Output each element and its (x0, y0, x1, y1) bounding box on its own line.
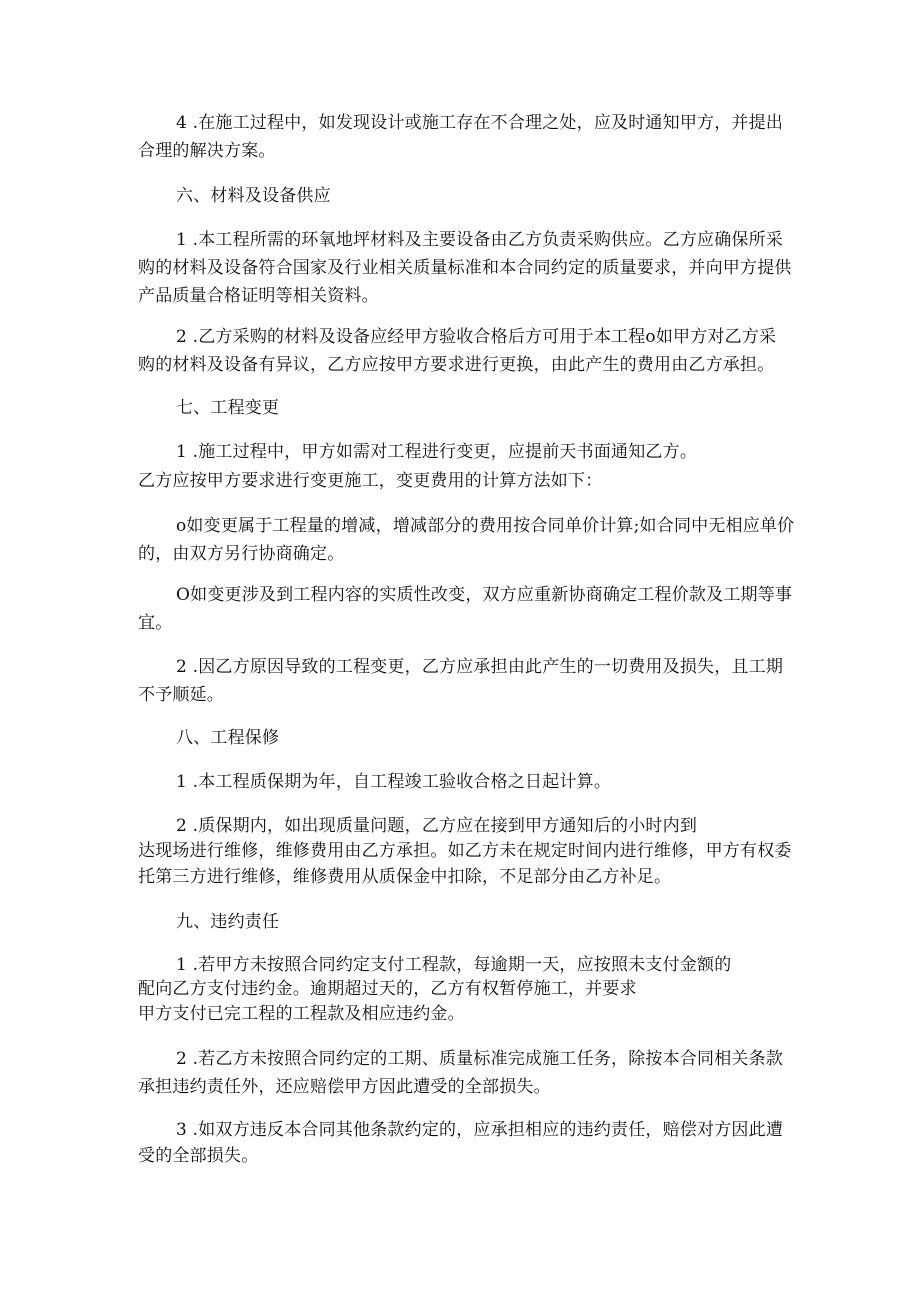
clause-liability-2-line-2: 承担违约责任外，还应赔偿甲方因此遭受的全部损失。 (138, 1077, 551, 1097)
clause-6-4-line-2: 合理的解决方案。 (138, 141, 276, 161)
clause-changes-bullet-2-line-1: O如变更涉及到工程内容的实质性改变，双方应重新协商确定工程价款及工期等事 (176, 585, 793, 605)
section-heading-liability: 九、违约责任 (176, 912, 280, 932)
clause-changes-1-line-1: 1 .施工过程中，甲方如需对工程进行变更，应提前天书面通知乙方。 (176, 442, 698, 462)
clause-liability-1-line-3: 甲方支付已完工程的工程款及相应违约金。 (138, 1004, 465, 1024)
clause-materials-1-line-3: 产品质量合格证明等相关资料。 (138, 286, 379, 306)
clause-liability-3-line-1: 3 .如双方违反本合同其他条款约定的，应承担相应的违约责任，赔偿对方因此遭 (176, 1120, 784, 1140)
clause-changes-bullet-2-line-2: 宜。 (138, 613, 173, 633)
clause-changes-2-line-1: 2 .因乙方原因导致的工程变更，乙方应承担由此产生的一切费用及损失，且工期 (176, 657, 784, 677)
clause-6-4-line-1: 4 .在施工过程中，如发现设计或施工存在不合理之处，应及时通知甲方，并提出 (176, 113, 784, 133)
clause-warranty-2-line-1: 2 .质保期内，如出现质量问题，乙方应在接到甲方通知后的小时内到 (176, 816, 698, 836)
clause-changes-bullet-1-line-2: 的，由双方另行协商确定。 (138, 544, 345, 564)
clause-materials-1-line-1: 1 .本工程所需的环氧地坪材料及主要设备由乙方负责采购供应。乙方应确保所采 (176, 230, 784, 250)
section-heading-warranty: 八、工程保修 (176, 728, 280, 748)
clause-materials-1-line-2: 购的材料及设备符合国家及行业相关质量标准和本合同约定的质量要求，并向甲方提供 (138, 258, 792, 278)
clause-materials-2-line-1: 2 .乙方采购的材料及设备应经甲方验收合格后方可用于本工程o如甲方对乙方采 (176, 327, 777, 347)
clause-liability-1-line-2: 配向乙方支付违约金。逾期超过天的，乙方有权暂停施工，并要求 (138, 979, 637, 999)
section-heading-materials: 六、材料及设备供应 (176, 186, 331, 206)
clause-warranty-2-line-2: 达现场进行维修，维修费用由乙方承担。如乙方未在规定时间内进行维修，甲方有权委 (138, 841, 792, 861)
clause-changes-1-line-2: 乙方应按甲方要求进行变更施工，变更费用的计算方法如下： (138, 471, 603, 491)
clause-liability-3-line-2: 受的全部损失。 (138, 1146, 259, 1166)
clause-liability-2-line-1: 2 .若乙方未按照合同约定的工期、质量标准完成施工任务，除按本合同相关条款 (176, 1049, 784, 1069)
clause-materials-2-line-2: 购的材料及设备有异议，乙方应按甲方要求进行更换，由此产生的费用由乙方承担。 (138, 355, 775, 375)
clause-warranty-2-line-3: 托第三方进行维修，维修费用从质保金中扣除，不足部分由乙方补足。 (138, 867, 672, 887)
section-heading-changes: 七、工程变更 (176, 398, 280, 418)
clause-liability-1-line-1: 1 .若甲方未按照合同约定支付工程款，每逾期一天，应按照未支付金额的 (176, 955, 732, 975)
clause-changes-bullet-1-line-1: o如变更属于工程量的增减，增减部分的费用按合同单价计算;如合同中无相应单价 (176, 516, 795, 536)
clause-warranty-1: 1 .本工程质保期为年，自工程竣工验收合格之日起计算。 (176, 772, 612, 792)
clause-changes-2-line-2: 不予顺延。 (138, 685, 224, 705)
